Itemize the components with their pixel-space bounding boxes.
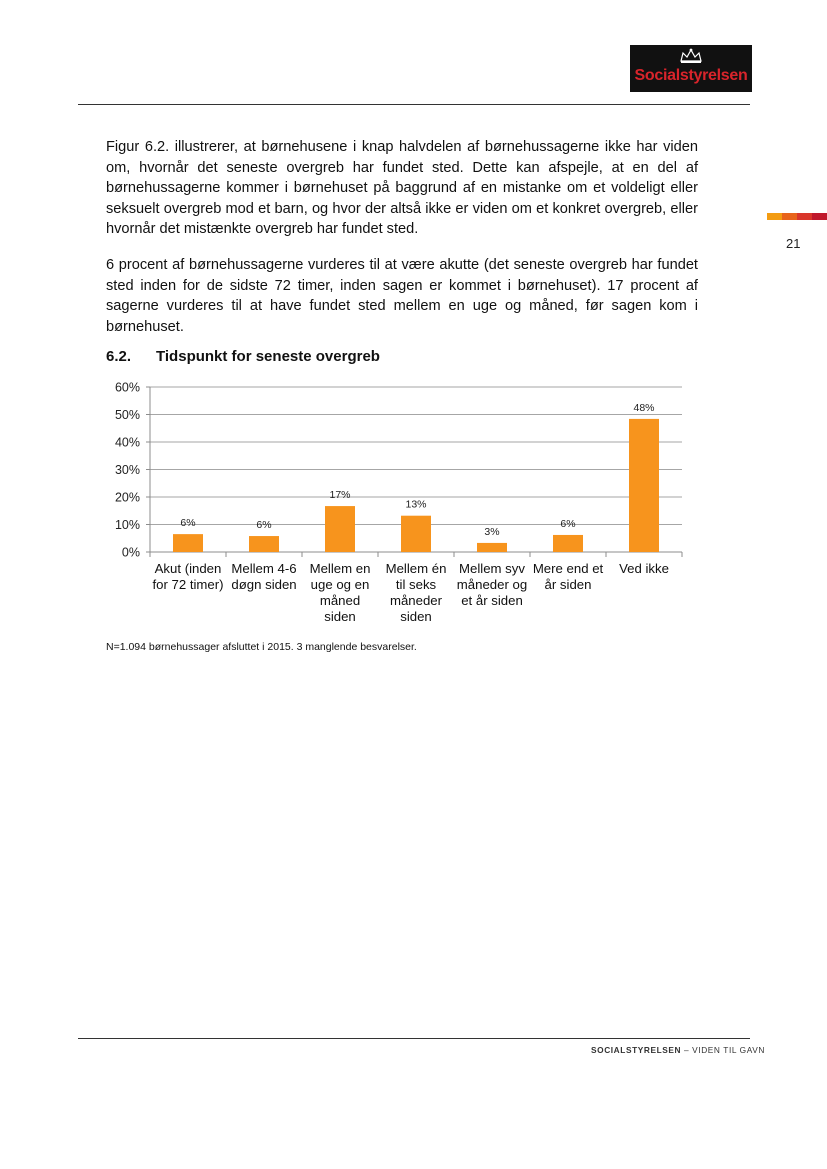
category-label-line: Mellem en bbox=[309, 561, 371, 576]
bar bbox=[477, 543, 507, 552]
page-number: 21 bbox=[786, 236, 801, 251]
data-label: 3% bbox=[484, 525, 500, 538]
figure-number: 6.2. bbox=[106, 348, 132, 365]
category-label-line: siden bbox=[324, 609, 356, 624]
y-tick-label: 40% bbox=[114, 435, 140, 450]
bar bbox=[325, 506, 355, 552]
category-label-line: Mere end et bbox=[532, 561, 604, 576]
category-label bbox=[619, 561, 669, 576]
socialstyrelsen-logo bbox=[630, 45, 752, 92]
logo-wordmark: Socialstyrelsen bbox=[634, 67, 748, 84]
y-tick-label: 50% bbox=[114, 408, 140, 422]
category-label-line: Akut (inden bbox=[154, 561, 222, 576]
y-tick-label: 30% bbox=[114, 463, 140, 477]
category-label-line: måneder bbox=[389, 593, 443, 608]
category-label bbox=[231, 561, 296, 592]
y-tick-label: 60% bbox=[114, 380, 140, 395]
accent-segment bbox=[797, 213, 812, 220]
category-label bbox=[457, 561, 527, 608]
category-label-line: døgn siden bbox=[231, 577, 297, 592]
category-label-line: for 72 timer) bbox=[152, 577, 224, 592]
category-label-line: Ved ikke bbox=[619, 561, 669, 576]
category-label-line: år siden bbox=[544, 577, 592, 592]
bar bbox=[553, 535, 583, 552]
accent-segment bbox=[767, 213, 782, 220]
figure-title: Tidspunkt for seneste overgreb bbox=[156, 348, 380, 365]
y-tick-label: 0% bbox=[121, 545, 140, 560]
bar bbox=[629, 419, 659, 552]
bar bbox=[249, 536, 279, 552]
body-paragraph: 6 procent af børnehussagerne vurderes til at være akutte (det seneste overgreb har fundet sted inden for de sidste 72 timer, inden sagen er kommet i børnehuset). 17 procent af sagerne vurderes til at have fundet sted mellem en uge og måned, før sagen kom i børnehuset. bbox=[106, 257, 698, 335]
header-divider bbox=[78, 104, 750, 105]
category-label-line: et år siden bbox=[461, 593, 523, 608]
bar bbox=[173, 534, 203, 552]
data-label: 6% bbox=[560, 517, 576, 530]
category-label-line: måneder og bbox=[456, 577, 528, 592]
bar-chart bbox=[90, 378, 700, 633]
accent-segment bbox=[782, 213, 797, 220]
category-label bbox=[310, 561, 371, 624]
category-label-line: Mellem 4-6 bbox=[231, 561, 297, 576]
accent-segment bbox=[812, 213, 827, 220]
footer-divider bbox=[78, 1038, 750, 1039]
data-label: 6% bbox=[256, 519, 272, 532]
category-label-line: Mellem syv bbox=[459, 561, 525, 576]
footer-tagline bbox=[591, 1045, 765, 1055]
footer-brand: SOCIALSTYRELSEN bbox=[591, 1045, 682, 1055]
category-label-line: siden bbox=[400, 609, 432, 624]
crown-icon bbox=[630, 48, 752, 64]
data-label: 17% bbox=[329, 489, 351, 502]
category-label bbox=[533, 561, 604, 592]
bar bbox=[401, 516, 431, 552]
data-label: 13% bbox=[405, 498, 427, 511]
category-label-line: Mellem én bbox=[385, 561, 447, 576]
data-label: 48% bbox=[633, 401, 655, 414]
category-label bbox=[386, 561, 447, 624]
accent-color-bar bbox=[767, 213, 827, 220]
category-label-line: til seks bbox=[395, 577, 437, 592]
body-paragraph: Figur 6.2. illustrerer, at børnehusene i knap halvdelen af børnehussagerne ikke har viden om, hvornår det seneste overgreb har fundet sted. Dette kan afspejle, at en del af børnehussagerne kommer i børnehuset på baggrund af en mistanke om et voldeligt eller seksuelt overgreb mod et barn, og hvor der altså ikke er viden om et konkret overgreb, eller hvornår det mistænkte overgreb har fundet sted. bbox=[106, 139, 698, 238]
footer-slogan: – VIDEN TIL GAVN bbox=[681, 1045, 765, 1055]
category-label bbox=[152, 561, 223, 592]
figure-heading bbox=[106, 348, 380, 365]
data-label: 6% bbox=[180, 517, 196, 530]
y-tick-label: 20% bbox=[114, 490, 140, 505]
figure-note: N=1.094 børnehussager afsluttet i 2015. 3 manglende besvarelser. bbox=[106, 641, 417, 653]
category-label-line: uge og en bbox=[310, 577, 370, 592]
category-label-line: måned bbox=[319, 593, 361, 608]
y-tick-label: 10% bbox=[114, 518, 140, 532]
